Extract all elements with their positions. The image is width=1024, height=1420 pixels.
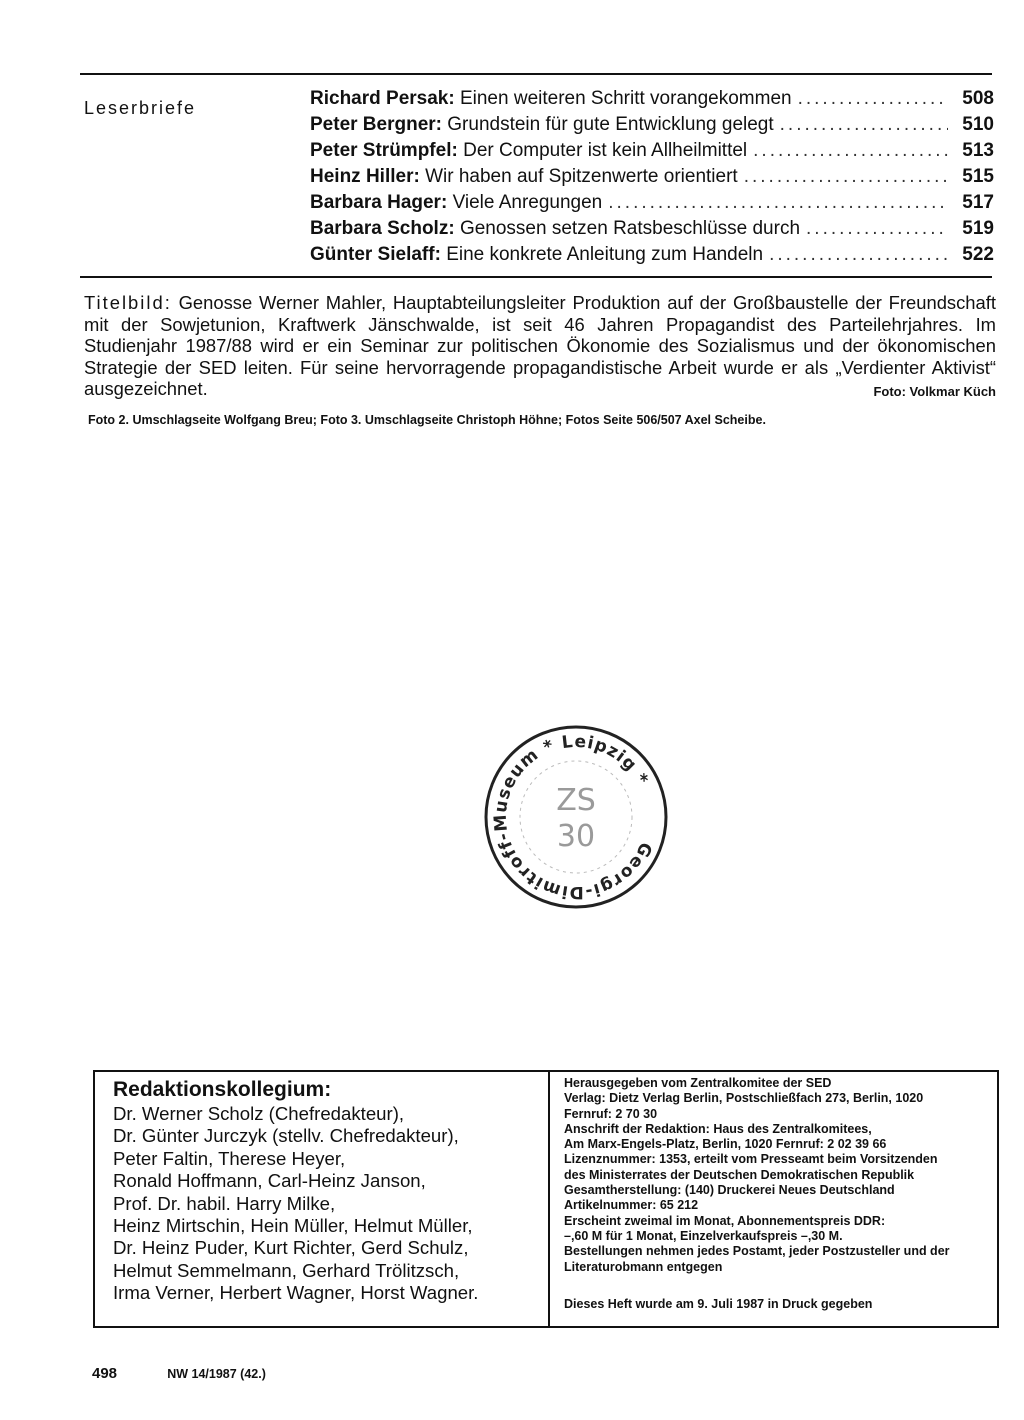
publisher-info (550, 1072, 997, 1326)
page-footer (92, 1365, 266, 1382)
editorial-member-line: Prof. Dr. habil. Harry Milke, (113, 1192, 336, 1214)
toc-title: Eine konkrete Anleitung zum Handeln (446, 244, 764, 265)
editorial-heading: Redaktionskollegium: (113, 1078, 332, 1101)
toc-title: Genossen setzen Ratsbeschlüsse durch (459, 218, 801, 239)
toc-page-number: 513 (962, 140, 994, 161)
editorial-member-line: Dr. Werner Scholz (Chefredakteur), (113, 1103, 405, 1124)
table-of-contents (310, 86, 994, 268)
toc-page-number: 508 (962, 88, 994, 109)
toc-page-number: 519 (962, 218, 994, 239)
editorial-member-line: Dr. Heinz Puder, Kurt Richter, Gerd Schulz, (113, 1237, 469, 1259)
toc-title: Einen weiteren Schritt vorangekommen (459, 88, 792, 109)
toc-author: Heinz Hiller: (310, 166, 420, 187)
stamp-ring-text: Georgi-Dimitroff-Museum * Leipzig * (490, 731, 656, 903)
toc-leader-dots (798, 86, 948, 112)
publisher-line: Fernruf: 2 70 30 (564, 1106, 658, 1121)
toc-page-number: 517 (962, 192, 994, 213)
publisher-line: Verlag: Dietz Verlag Berlin, Postschließfach 273, Berlin, 1020 (564, 1091, 924, 1106)
toc-entry (310, 164, 994, 190)
editorial-member-line: Dr. Günter Jurczyk (stellv. Chefredakteur), (113, 1125, 459, 1147)
toc-page-number: 522 (962, 244, 994, 265)
publisher-line: Literaturobmann entgegen (564, 1259, 723, 1274)
toc-entry (310, 216, 994, 242)
toc-leader-dots (806, 216, 948, 242)
publisher-line: –,60 M für 1 Monat, Einzelverkaufspreis –,30 M. (564, 1228, 843, 1243)
toc-author: Peter Bergner: (310, 114, 442, 135)
toc-entry (310, 86, 994, 112)
editorial-member-line: Ronald Hoffmann, Carl-Heinz Janson, (113, 1170, 426, 1192)
publisher-line: Gesamtherstellung: (140) Druckerei Neues Deutschland (564, 1183, 895, 1198)
toc-author: Barbara Scholz: (310, 218, 455, 239)
toc-author: Peter Strümpfel: (310, 140, 458, 161)
toc-leader-dots (769, 242, 948, 268)
toc-title: Viele Anregungen (452, 192, 603, 213)
editorial-members (113, 1103, 548, 1305)
publisher-line: Herausgegeben vom Zentralkomitee der SED (564, 1076, 832, 1090)
toc-entry (310, 190, 994, 216)
caption-text: Genosse Werner Mahler, Hauptabteilungsleiter Produktion auf der Großbaustelle der Freundschaft mit der Sowjetunion, Kraftwerk Jänschwalde, ist seit 46 Jahren Propagandist des Parteilehrjahres. Im Studienjahr 1987/88 wird er ein Seminar zur politischen Ökonomie des Sozialismus und der ökonomischen Strategie der SED leiten. Für seine hervorragende propagandistische Arbeit wurde er als „Verdienter Aktivist“ ausgezeichnet. (84, 292, 996, 399)
toc-author: Richard Persak: (310, 88, 455, 109)
photo-credits: Foto 2. Umschlagseite Wolfgang Breu; Foto 3. Umschlagseite Christoph Höhne; Fotos Seite 506/507 Axel Scheibe. (88, 413, 766, 427)
toc-entry (310, 112, 994, 138)
publisher-line: Lizenznummer: 1353, erteilt vom Presseamt beim Vorsitzenden (564, 1152, 938, 1167)
stamp-number: 30 (556, 819, 596, 854)
publisher-line: Anschrift der Redaktion: Haus des Zentralkomitees, (564, 1121, 872, 1136)
imprint-box (93, 1070, 999, 1328)
toc-title: Grundstein für gute Entwicklung gelegt (447, 114, 774, 135)
publisher-lines (564, 1076, 997, 1275)
top-rule (80, 73, 992, 75)
toc-leader-dots (744, 164, 948, 190)
toc-entry (310, 242, 994, 268)
caption-label: Titelbild: (84, 292, 172, 313)
toc-page-number: 515 (962, 166, 994, 187)
print-note: Dieses Heft wurde am 9. Juli 1987 in Druck gegeben (564, 1297, 873, 1311)
editorial-member-line: Peter Faltin, Therese Heyer, (113, 1147, 346, 1169)
caption-photo-credit: Foto: Volkmar Küch (873, 384, 996, 399)
issue-reference: NW 14/1987 (42.) (167, 1367, 266, 1381)
toc-leader-dots (753, 138, 948, 164)
toc-page-number: 510 (962, 114, 994, 135)
toc-leader-dots (608, 190, 948, 216)
toc-entry (310, 138, 994, 164)
toc-author: Barbara Hager: (310, 192, 448, 213)
editorial-member-line: Irma Verner, Herbert Wagner, Horst Wagner. (113, 1282, 479, 1304)
section-divider (80, 276, 992, 278)
publisher-line: Erscheint zweimal im Monat, Abonnementspreis DDR: (564, 1213, 886, 1228)
publisher-line: Am Marx-Engels-Platz, Berlin, 1020 Fernruf: 2 02 39 66 (564, 1137, 887, 1152)
editorial-member-line: Heinz Mirtschin, Hein Müller, Helmut Müller, (113, 1215, 473, 1237)
toc-title: Der Computer ist kein Allheilmittel (463, 140, 748, 161)
editorial-member-line: Helmut Semmelmann, Gerhard Trölitzsch, (113, 1259, 460, 1281)
museum-stamp (483, 724, 669, 910)
cover-caption (84, 292, 996, 403)
editorial-board (95, 1072, 550, 1326)
toc-title: Wir haben auf Spitzenwerte orientiert (425, 166, 738, 187)
stamp-code: ZS (556, 783, 596, 818)
publisher-line: Bestellungen nehmen jedes Postamt, jeder Postzusteller und der (564, 1244, 950, 1259)
section-label: Leserbriefe (84, 98, 197, 118)
publisher-line: des Ministerrates der Deutschen Demokratischen Republik (564, 1167, 915, 1182)
publisher-line: Artikelnummer: 65 212 (564, 1198, 699, 1213)
toc-leader-dots (780, 112, 948, 138)
toc-author: Günter Sielaff: (310, 244, 441, 265)
page-number: 498 (92, 1365, 118, 1382)
